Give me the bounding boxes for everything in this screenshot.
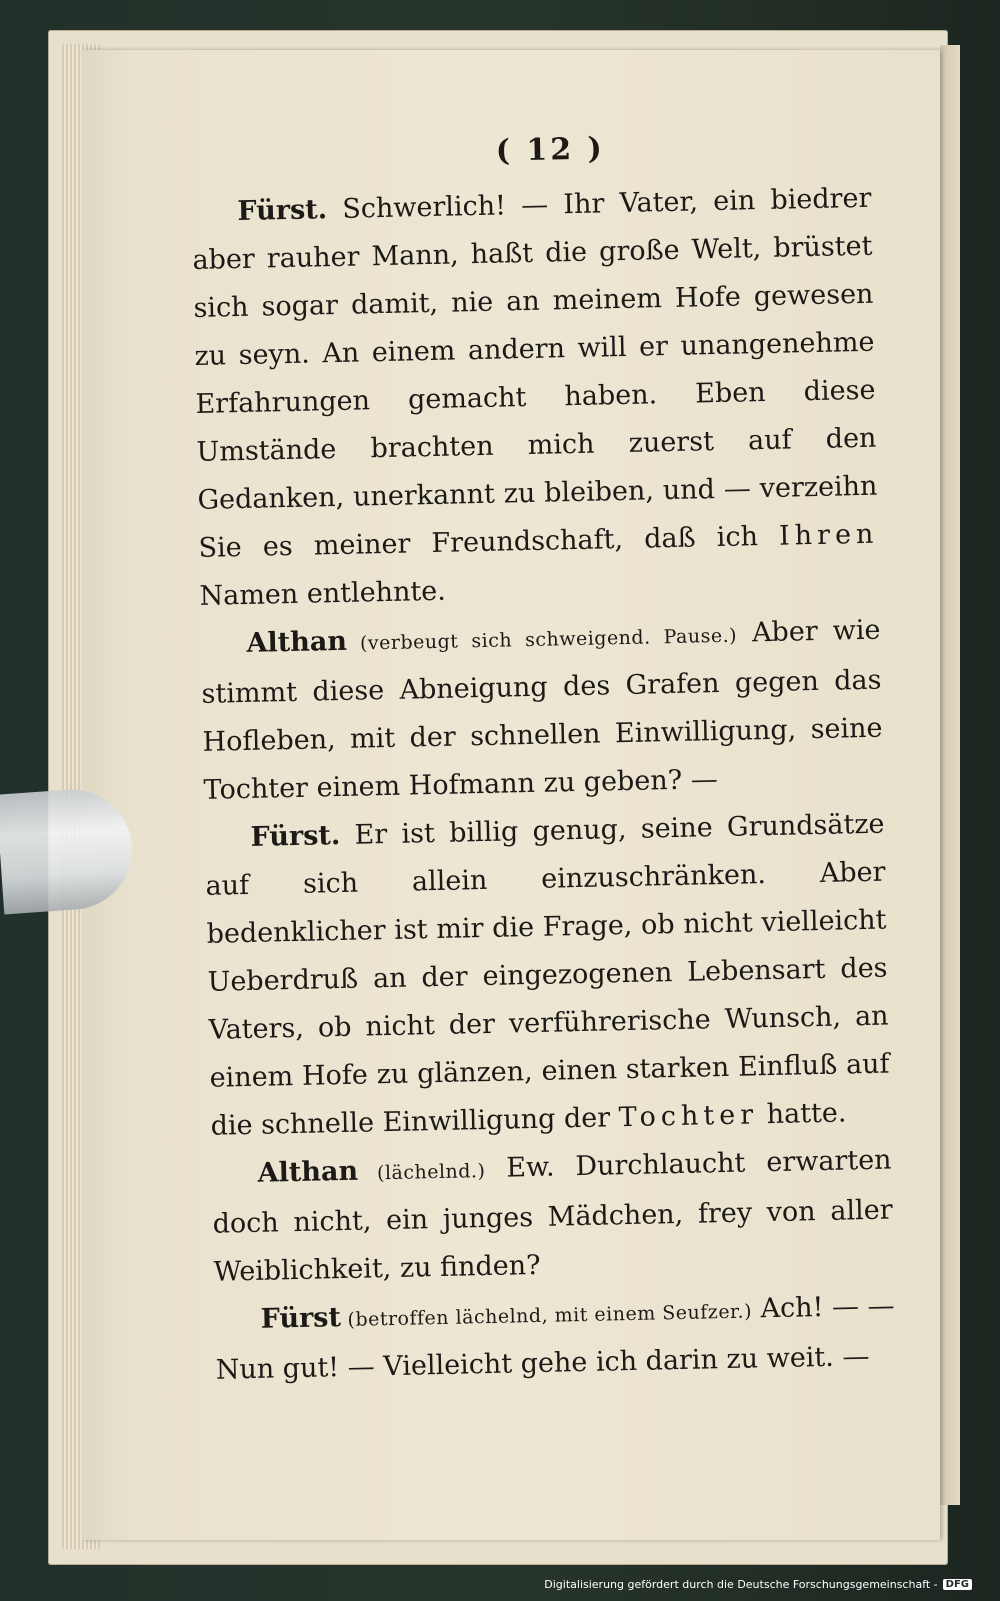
dialogue-text: Aber wie stimmt diese Abneigung des Grafen gegen das Hofleben, mit der schnellen Einwilligung, seine Tochter einem Hofmann zu geben? —: [201, 614, 883, 806]
emphasis-text: Tochter: [618, 1099, 759, 1134]
dialogue-text: Namen entlehnte.: [199, 575, 447, 612]
paragraph-5: [214, 1283, 896, 1395]
page-number: ( 12 ): [495, 131, 606, 169]
paragraph-1: [191, 175, 880, 621]
emphasis-text: Ihren: [778, 518, 879, 552]
page-text: [190, 126, 896, 1395]
speaker-name: Fürst: [260, 1302, 342, 1335]
dialogue-text: Schwerlich! — Ihr Vater, ein biedrer aber rauher Mann, haßt die große Welt, brüstet sich sogar damit, nie an meinem Hofe gewesen zu seyn. An einem andern will er unangenehme Erfahrungen gemacht haben. Eben diese Umstände brachten mich zuerst auf den Gedanken, unerkannt zu bleiben, und — verzeihn Sie es meiner Freundschaft, daß ich: [192, 182, 878, 564]
speaker-name: Fürst.: [250, 820, 341, 853]
dialogue-text: Ach! — — Nun gut! — Vielleicht gehe ich darin zu weit. —: [215, 1290, 895, 1386]
dfg-logo-icon: DFG: [943, 1579, 972, 1590]
stage-direction: (verbeugt sich schweigend. Pause.): [346, 624, 738, 655]
next-page-edge: [940, 45, 960, 1505]
dialogue-text: Ew. Durchlaucht erwarten doch nicht, ein junges Mädchen, frey von aller Weiblichkeit, zu finden?: [212, 1144, 893, 1288]
stage-direction: (betroffen lächelnd, mit einem Seufzer.): [340, 1300, 753, 1332]
digitization-credit: [544, 1578, 972, 1591]
stage-direction: (lächelnd.): [357, 1160, 486, 1185]
speaker-name: Althan: [246, 625, 348, 659]
paragraph-2: [200, 607, 884, 815]
paragraph-4: [211, 1137, 894, 1297]
speaker-name: Fürst.: [237, 194, 328, 228]
dialogue-text: Er ist billig genug, seine Grundsätze auf sich allein einzuschränken. Aber bedenklicher ist mir die Frage, ob nicht vielleicht Ueberdruß an der eingezogenen Lebensart des Vaters, ob nicht der verführerische Wunsch, an einem Hofe zu glänzen, einen starken Einfluß auf die schnelle Einwilligung der: [205, 808, 890, 1142]
speaker-name: Althan: [257, 1155, 359, 1189]
paragraph-3: [204, 801, 891, 1151]
dialogue-text: hatte.: [757, 1097, 847, 1131]
credit-text: Digitalisierung gefördert durch die Deutsche Forschungsgemeinschaft -: [544, 1578, 938, 1591]
